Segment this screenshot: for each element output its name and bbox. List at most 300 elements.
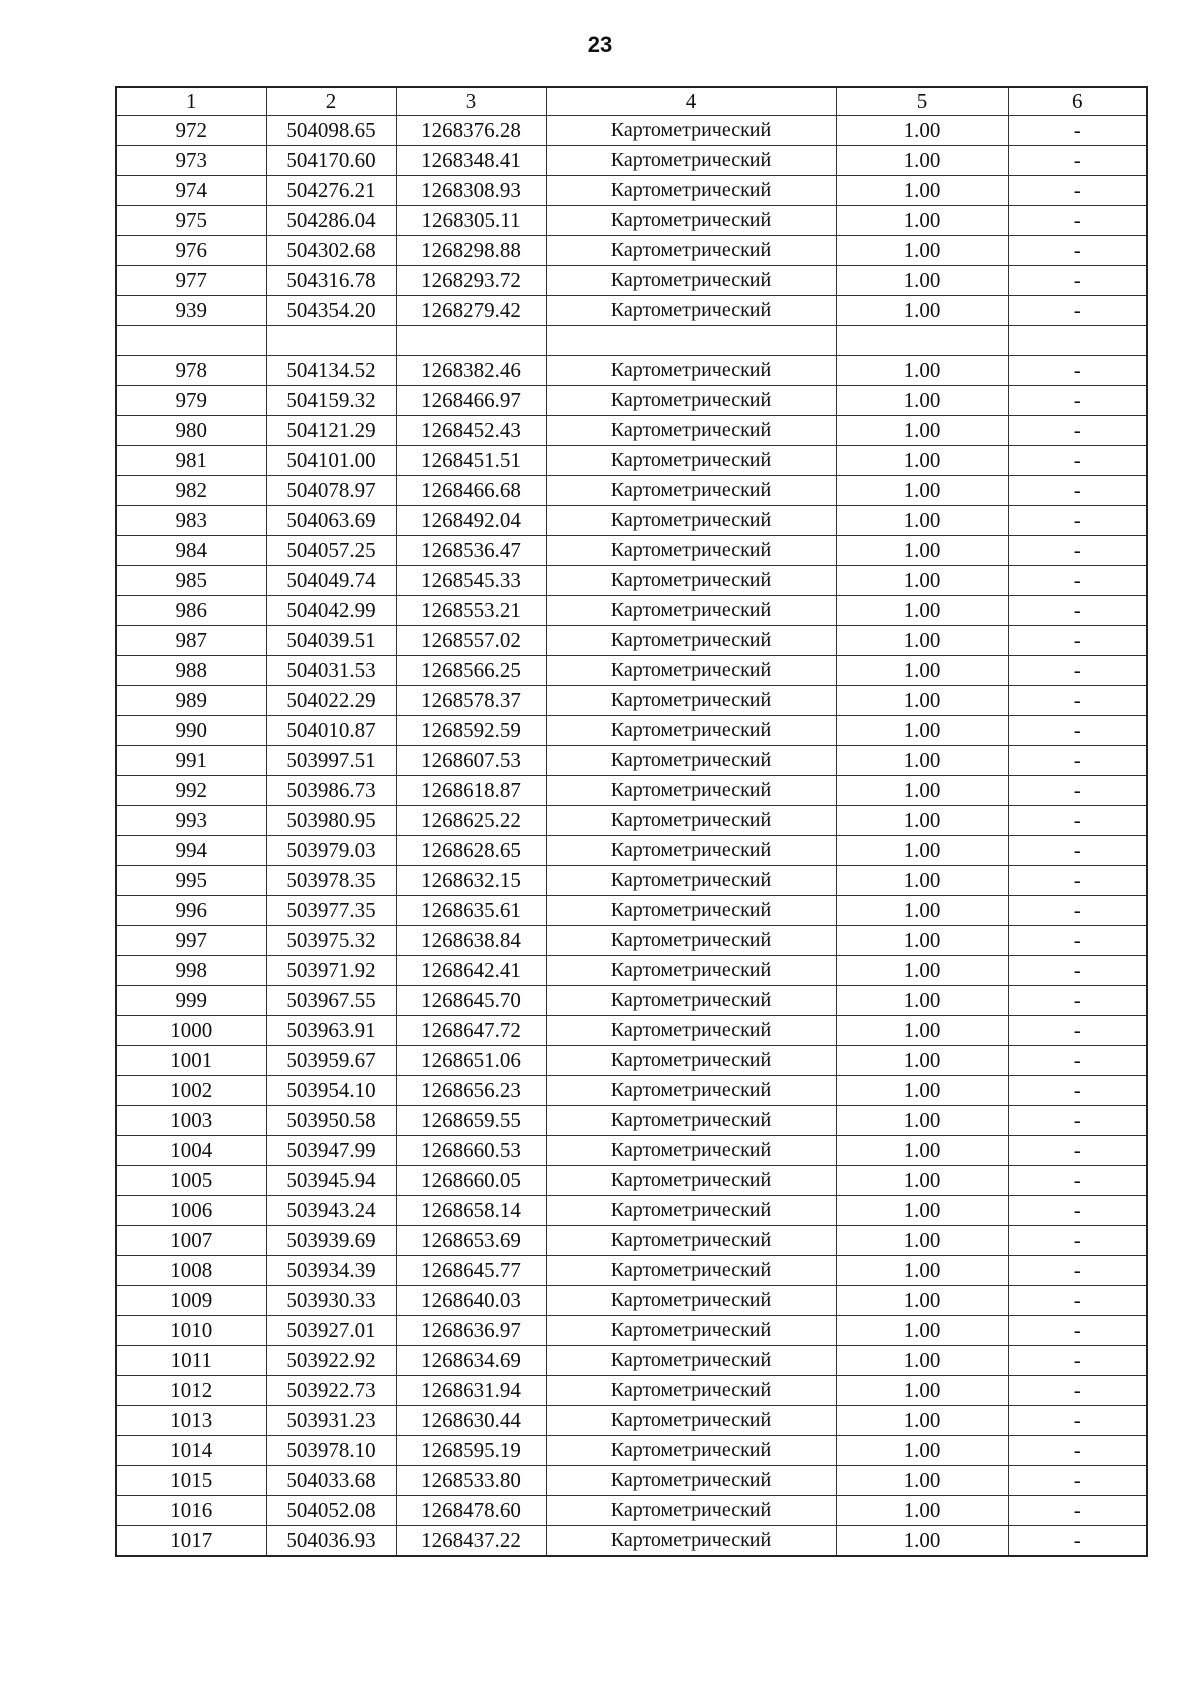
cell-accuracy: 1.00	[836, 416, 1008, 446]
column-header-1: 1	[116, 87, 266, 116]
table-row	[116, 1046, 1147, 1076]
cell-accuracy: 1.00	[836, 1136, 1008, 1166]
table-row	[116, 1526, 1147, 1557]
cell-note: -	[1008, 1526, 1147, 1557]
cell-x-coordinate: 503980.95	[266, 806, 396, 836]
cell-method: Картометрический	[546, 626, 836, 656]
cell-x-coordinate: 503943.24	[266, 1196, 396, 1226]
cell-y-coordinate: 1268653.69	[396, 1226, 546, 1256]
cell-point-number: 1008	[116, 1256, 266, 1286]
cell-y-coordinate: 1268533.80	[396, 1466, 546, 1496]
cell-method: Картометрический	[546, 746, 836, 776]
cell-method: Картометрический	[546, 1166, 836, 1196]
cell-x-coordinate: 503975.32	[266, 926, 396, 956]
cell-accuracy: 1.00	[836, 956, 1008, 986]
cell-x-coordinate: 504036.93	[266, 1526, 396, 1557]
table-row	[116, 1166, 1147, 1196]
cell-y-coordinate: 1268279.42	[396, 296, 546, 326]
cell-note: -	[1008, 956, 1147, 986]
cell-accuracy: 1.00	[836, 386, 1008, 416]
cell-accuracy: 1.00	[836, 1406, 1008, 1436]
cell-y-coordinate: 1268640.03	[396, 1286, 546, 1316]
cell-accuracy: 1.00	[836, 176, 1008, 206]
cell-x-coordinate: 504042.99	[266, 596, 396, 626]
cell-x-coordinate: 504057.25	[266, 536, 396, 566]
cell-point-number: 993	[116, 806, 266, 836]
cell-point-number: 990	[116, 716, 266, 746]
cell-point-number: 1003	[116, 1106, 266, 1136]
cell-method: Картометрический	[546, 236, 836, 266]
cell-x-coordinate: 504039.51	[266, 626, 396, 656]
table-row	[116, 716, 1147, 746]
cell-point-number: 976	[116, 236, 266, 266]
cell-point-number: 985	[116, 566, 266, 596]
cell-method: Картометрический	[546, 1136, 836, 1166]
table-row	[116, 1316, 1147, 1346]
cell-point-number: 1011	[116, 1346, 266, 1376]
cell-y-coordinate: 1268305.11	[396, 206, 546, 236]
table-row	[116, 1256, 1147, 1286]
cell-method: Картометрический	[546, 1436, 836, 1466]
cell-accuracy: 1.00	[836, 686, 1008, 716]
cell-accuracy	[836, 326, 1008, 356]
cell-accuracy: 1.00	[836, 296, 1008, 326]
cell-point-number: 1006	[116, 1196, 266, 1226]
cell-note: -	[1008, 596, 1147, 626]
cell-note: -	[1008, 1046, 1147, 1076]
cell-method: Картометрический	[546, 446, 836, 476]
table-row	[116, 926, 1147, 956]
table-body	[116, 116, 1147, 1557]
cell-method: Картометрический	[546, 506, 836, 536]
cell-accuracy: 1.00	[836, 1106, 1008, 1136]
table-row	[116, 356, 1147, 386]
cell-note: -	[1008, 296, 1147, 326]
cell-method: Картометрический	[546, 266, 836, 296]
cell-point-number: 994	[116, 836, 266, 866]
table-row	[116, 266, 1147, 296]
cell-accuracy: 1.00	[836, 1466, 1008, 1496]
cell-note: -	[1008, 866, 1147, 896]
cell-method: Картометрический	[546, 1406, 836, 1436]
cell-note: -	[1008, 566, 1147, 596]
cell-accuracy: 1.00	[836, 266, 1008, 296]
cell-method: Картометрический	[546, 776, 836, 806]
cell-x-coordinate: 504101.00	[266, 446, 396, 476]
cell-accuracy: 1.00	[836, 596, 1008, 626]
cell-note: -	[1008, 176, 1147, 206]
cell-note: -	[1008, 1376, 1147, 1406]
cell-note: -	[1008, 506, 1147, 536]
table-row	[116, 836, 1147, 866]
cell-note: -	[1008, 416, 1147, 446]
cell-y-coordinate: 1268659.55	[396, 1106, 546, 1136]
cell-x-coordinate: 504276.21	[266, 176, 396, 206]
cell-note: -	[1008, 626, 1147, 656]
cell-note: -	[1008, 446, 1147, 476]
cell-x-coordinate: 503934.39	[266, 1256, 396, 1286]
cell-point-number: 1010	[116, 1316, 266, 1346]
cell-y-coordinate: 1268478.60	[396, 1496, 546, 1526]
table-row	[116, 1136, 1147, 1166]
cell-x-coordinate: 504286.04	[266, 206, 396, 236]
cell-method: Картометрический	[546, 866, 836, 896]
cell-y-coordinate: 1268658.14	[396, 1196, 546, 1226]
table-row	[116, 1436, 1147, 1466]
cell-y-coordinate: 1268578.37	[396, 686, 546, 716]
cell-y-coordinate: 1268645.77	[396, 1256, 546, 1286]
cell-y-coordinate: 1268656.23	[396, 1076, 546, 1106]
cell-x-coordinate: 503978.35	[266, 866, 396, 896]
cell-method: Картометрический	[546, 926, 836, 956]
cell-note: -	[1008, 716, 1147, 746]
cell-note: -	[1008, 116, 1147, 146]
cell-y-coordinate: 1268660.53	[396, 1136, 546, 1166]
cell-point-number: 991	[116, 746, 266, 776]
cell-x-coordinate: 503939.69	[266, 1226, 396, 1256]
cell-point-number: 986	[116, 596, 266, 626]
cell-note: -	[1008, 1406, 1147, 1436]
cell-point-number: 981	[116, 446, 266, 476]
cell-note: -	[1008, 1496, 1147, 1526]
table-row	[116, 656, 1147, 686]
cell-point-number: 1004	[116, 1136, 266, 1166]
cell-y-coordinate: 1268308.93	[396, 176, 546, 206]
cell-point-number: 939	[116, 296, 266, 326]
cell-accuracy: 1.00	[836, 476, 1008, 506]
cell-note: -	[1008, 1316, 1147, 1346]
cell-y-coordinate: 1268638.84	[396, 926, 546, 956]
cell-y-coordinate: 1268298.88	[396, 236, 546, 266]
cell-point-number: 999	[116, 986, 266, 1016]
cell-note: -	[1008, 686, 1147, 716]
table-row	[116, 1226, 1147, 1256]
table-row	[116, 326, 1147, 356]
cell-x-coordinate: 504170.60	[266, 146, 396, 176]
cell-note: -	[1008, 806, 1147, 836]
cell-x-coordinate: 504121.29	[266, 416, 396, 446]
table-row	[116, 1406, 1147, 1436]
column-header-6: 6	[1008, 87, 1147, 116]
cell-accuracy: 1.00	[836, 1286, 1008, 1316]
cell-y-coordinate: 1268634.69	[396, 1346, 546, 1376]
cell-y-coordinate: 1268630.44	[396, 1406, 546, 1436]
cell-accuracy: 1.00	[836, 716, 1008, 746]
cell-accuracy: 1.00	[836, 776, 1008, 806]
cell-y-coordinate: 1268566.25	[396, 656, 546, 686]
table-row	[116, 956, 1147, 986]
cell-method: Картометрический	[546, 176, 836, 206]
cell-accuracy: 1.00	[836, 1166, 1008, 1196]
cell-point-number: 1017	[116, 1526, 266, 1557]
cell-y-coordinate: 1268660.05	[396, 1166, 546, 1196]
table-row	[116, 986, 1147, 1016]
cell-x-coordinate: 503927.01	[266, 1316, 396, 1346]
cell-y-coordinate: 1268452.43	[396, 416, 546, 446]
table-row	[116, 686, 1147, 716]
cell-y-coordinate: 1268437.22	[396, 1526, 546, 1557]
cell-note: -	[1008, 986, 1147, 1016]
cell-x-coordinate: 504316.78	[266, 266, 396, 296]
cell-x-coordinate: 504010.87	[266, 716, 396, 746]
cell-method: Картометрический	[546, 1226, 836, 1256]
cell-y-coordinate: 1268557.02	[396, 626, 546, 656]
cell-y-coordinate: 1268642.41	[396, 956, 546, 986]
table-row	[116, 536, 1147, 566]
cell-x-coordinate: 503967.55	[266, 986, 396, 1016]
cell-accuracy: 1.00	[836, 1346, 1008, 1376]
cell-note: -	[1008, 836, 1147, 866]
cell-accuracy: 1.00	[836, 1016, 1008, 1046]
cell-point-number: 988	[116, 656, 266, 686]
cell-accuracy: 1.00	[836, 896, 1008, 926]
cell-point-number: 1009	[116, 1286, 266, 1316]
cell-accuracy: 1.00	[836, 356, 1008, 386]
cell-method: Картометрический	[546, 536, 836, 566]
cell-x-coordinate: 504031.53	[266, 656, 396, 686]
cell-point-number: 973	[116, 146, 266, 176]
cell-point-number: 998	[116, 956, 266, 986]
cell-accuracy: 1.00	[836, 626, 1008, 656]
cell-point-number: 982	[116, 476, 266, 506]
cell-x-coordinate: 503959.67	[266, 1046, 396, 1076]
table-row	[116, 506, 1147, 536]
cell-method: Картометрический	[546, 1196, 836, 1226]
cell-point-number: 989	[116, 686, 266, 716]
coordinates-table	[115, 86, 1148, 1557]
cell-note: -	[1008, 1346, 1147, 1376]
cell-y-coordinate: 1268376.28	[396, 116, 546, 146]
cell-accuracy: 1.00	[836, 986, 1008, 1016]
cell-accuracy: 1.00	[836, 236, 1008, 266]
cell-accuracy: 1.00	[836, 206, 1008, 236]
table-row	[116, 296, 1147, 326]
cell-point-number: 1000	[116, 1016, 266, 1046]
cell-method: Картометрический	[546, 1016, 836, 1046]
table-row	[116, 176, 1147, 206]
cell-y-coordinate: 1268293.72	[396, 266, 546, 296]
cell-note: -	[1008, 146, 1147, 176]
cell-point-number: 995	[116, 866, 266, 896]
cell-note: -	[1008, 1076, 1147, 1106]
column-header-2: 2	[266, 87, 396, 116]
cell-note: -	[1008, 386, 1147, 416]
cell-x-coordinate: 503963.91	[266, 1016, 396, 1046]
cell-method	[546, 326, 836, 356]
cell-note: -	[1008, 776, 1147, 806]
cell-note: -	[1008, 1226, 1147, 1256]
cell-point-number: 975	[116, 206, 266, 236]
cell-point-number: 979	[116, 386, 266, 416]
page-number: 23	[587, 32, 613, 57]
cell-accuracy: 1.00	[836, 446, 1008, 476]
cell-accuracy: 1.00	[836, 836, 1008, 866]
cell-point-number: 1002	[116, 1076, 266, 1106]
cell-method: Картометрический	[546, 686, 836, 716]
cell-accuracy: 1.00	[836, 1046, 1008, 1076]
cell-x-coordinate: 503997.51	[266, 746, 396, 776]
cell-point-number: 984	[116, 536, 266, 566]
cell-method: Картометрический	[546, 146, 836, 176]
table-row	[116, 476, 1147, 506]
cell-accuracy: 1.00	[836, 1316, 1008, 1346]
table-row	[116, 116, 1147, 146]
table-row	[116, 1466, 1147, 1496]
cell-method: Картометрический	[546, 956, 836, 986]
table-row	[116, 1346, 1147, 1376]
table-row	[116, 866, 1147, 896]
cell-accuracy: 1.00	[836, 1526, 1008, 1557]
cell-y-coordinate: 1268651.06	[396, 1046, 546, 1076]
cell-accuracy: 1.00	[836, 116, 1008, 146]
cell-x-coordinate: 504302.68	[266, 236, 396, 266]
cell-note: -	[1008, 1016, 1147, 1046]
cell-point-number: 1014	[116, 1436, 266, 1466]
table-row	[116, 1496, 1147, 1526]
table-header-row	[116, 87, 1147, 116]
column-header-4: 4	[546, 87, 836, 116]
cell-point-number: 1015	[116, 1466, 266, 1496]
cell-x-coordinate: 503947.99	[266, 1136, 396, 1166]
cell-accuracy: 1.00	[836, 866, 1008, 896]
table-row	[116, 1016, 1147, 1046]
table-row	[116, 446, 1147, 476]
cell-y-coordinate: 1268645.70	[396, 986, 546, 1016]
cell-note: -	[1008, 1436, 1147, 1466]
cell-method: Картометрический	[546, 1526, 836, 1557]
column-header-3: 3	[396, 87, 546, 116]
cell-y-coordinate: 1268625.22	[396, 806, 546, 836]
cell-method: Картометрический	[546, 596, 836, 626]
cell-accuracy: 1.00	[836, 1436, 1008, 1466]
cell-method: Картометрический	[546, 1346, 836, 1376]
cell-method: Картометрический	[546, 716, 836, 746]
cell-x-coordinate: 504049.74	[266, 566, 396, 596]
cell-accuracy: 1.00	[836, 746, 1008, 776]
cell-y-coordinate: 1268631.94	[396, 1376, 546, 1406]
table-row	[116, 146, 1147, 176]
cell-method: Картометрический	[546, 836, 836, 866]
cell-method: Картометрический	[546, 206, 836, 236]
cell-point-number: 997	[116, 926, 266, 956]
cell-point-number	[116, 326, 266, 356]
cell-x-coordinate: 504354.20	[266, 296, 396, 326]
cell-point-number: 1005	[116, 1166, 266, 1196]
cell-x-coordinate: 503922.92	[266, 1346, 396, 1376]
cell-note: -	[1008, 476, 1147, 506]
cell-point-number: 1012	[116, 1376, 266, 1406]
cell-method: Картометрический	[546, 566, 836, 596]
cell-point-number: 992	[116, 776, 266, 806]
cell-x-coordinate: 504052.08	[266, 1496, 396, 1526]
cell-note: -	[1008, 1286, 1147, 1316]
cell-x-coordinate: 503971.92	[266, 956, 396, 986]
cell-method: Картометрический	[546, 986, 836, 1016]
cell-accuracy: 1.00	[836, 1376, 1008, 1406]
cell-accuracy: 1.00	[836, 1256, 1008, 1286]
cell-note: -	[1008, 236, 1147, 266]
cell-note: -	[1008, 926, 1147, 956]
cell-y-coordinate: 1268536.47	[396, 536, 546, 566]
cell-note: -	[1008, 656, 1147, 686]
cell-y-coordinate: 1268618.87	[396, 776, 546, 806]
cell-y-coordinate: 1268466.97	[396, 386, 546, 416]
cell-y-coordinate: 1268592.59	[396, 716, 546, 746]
table-row	[116, 1106, 1147, 1136]
cell-method: Картометрический	[546, 1046, 836, 1076]
cell-note: -	[1008, 266, 1147, 296]
cell-x-coordinate: 503979.03	[266, 836, 396, 866]
cell-note	[1008, 326, 1147, 356]
cell-y-coordinate: 1268348.41	[396, 146, 546, 176]
column-header-5: 5	[836, 87, 1008, 116]
table-row	[116, 566, 1147, 596]
cell-accuracy: 1.00	[836, 656, 1008, 686]
cell-note: -	[1008, 896, 1147, 926]
cell-point-number: 1001	[116, 1046, 266, 1076]
cell-point-number: 996	[116, 896, 266, 926]
cell-accuracy: 1.00	[836, 1496, 1008, 1526]
cell-x-coordinate: 503950.58	[266, 1106, 396, 1136]
cell-y-coordinate: 1268635.61	[396, 896, 546, 926]
cell-accuracy: 1.00	[836, 806, 1008, 836]
cell-point-number: 1016	[116, 1496, 266, 1526]
cell-y-coordinate: 1268553.21	[396, 596, 546, 626]
cell-method: Картометрический	[546, 356, 836, 386]
cell-note: -	[1008, 1196, 1147, 1226]
cell-accuracy: 1.00	[836, 1196, 1008, 1226]
cell-note: -	[1008, 1256, 1147, 1286]
cell-accuracy: 1.00	[836, 536, 1008, 566]
table-row	[116, 416, 1147, 446]
cell-note: -	[1008, 1136, 1147, 1166]
cell-y-coordinate: 1268382.46	[396, 356, 546, 386]
cell-note: -	[1008, 206, 1147, 236]
cell-method: Картометрический	[546, 1466, 836, 1496]
cell-point-number: 977	[116, 266, 266, 296]
cell-point-number: 974	[116, 176, 266, 206]
table-row	[116, 236, 1147, 266]
cell-method: Картометрический	[546, 1076, 836, 1106]
table-row	[116, 626, 1147, 656]
cell-y-coordinate: 1268607.53	[396, 746, 546, 776]
cell-point-number: 980	[116, 416, 266, 446]
cell-y-coordinate: 1268492.04	[396, 506, 546, 536]
cell-method: Картометрический	[546, 386, 836, 416]
cell-note: -	[1008, 356, 1147, 386]
table-row	[116, 896, 1147, 926]
cell-y-coordinate: 1268595.19	[396, 1436, 546, 1466]
table-row	[116, 806, 1147, 836]
cell-note: -	[1008, 1166, 1147, 1196]
cell-method: Картометрический	[546, 476, 836, 506]
cell-y-coordinate: 1268636.97	[396, 1316, 546, 1346]
table-row	[116, 1196, 1147, 1226]
cell-method: Картометрический	[546, 1106, 836, 1136]
cell-method: Картометрический	[546, 806, 836, 836]
cell-x-coordinate: 503977.35	[266, 896, 396, 926]
cell-x-coordinate: 503978.10	[266, 1436, 396, 1466]
table-row	[116, 386, 1147, 416]
cell-accuracy: 1.00	[836, 1076, 1008, 1106]
cell-method: Картометрический	[546, 1256, 836, 1286]
cell-x-coordinate	[266, 326, 396, 356]
cell-x-coordinate: 503930.33	[266, 1286, 396, 1316]
cell-method: Картометрический	[546, 1286, 836, 1316]
cell-method: Картометрический	[546, 1496, 836, 1526]
table-row	[116, 746, 1147, 776]
cell-note: -	[1008, 1466, 1147, 1496]
